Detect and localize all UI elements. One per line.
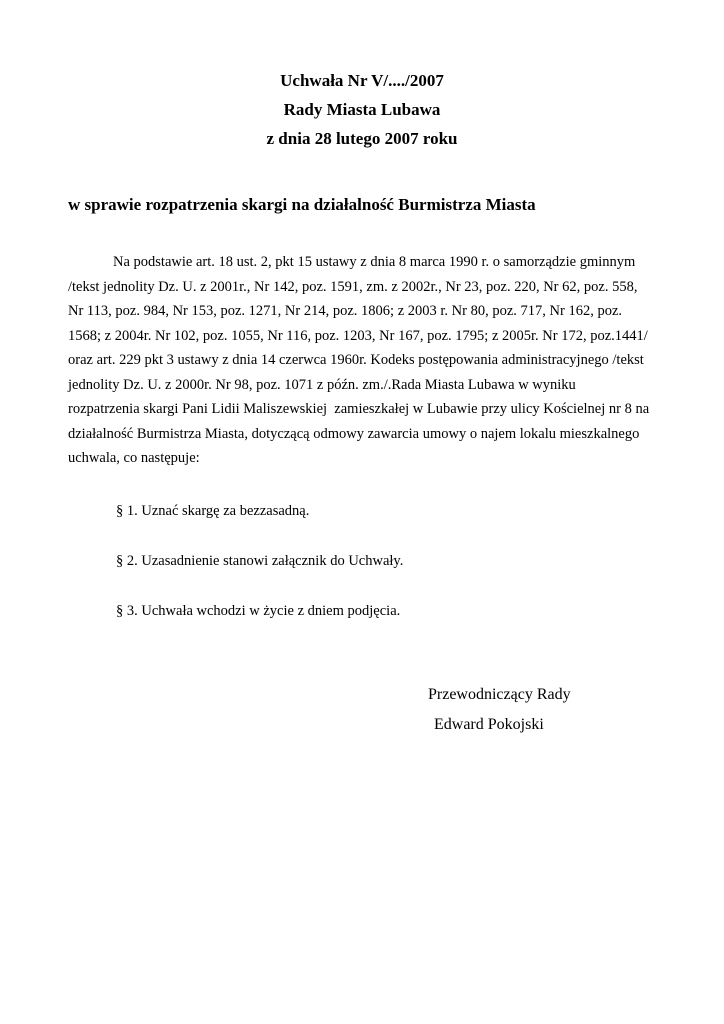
body-line: Na podstawie art. 18 ust. 2, pkt 15 ustawy z dnia 8 marca 1990 r. o samorządzie gminnym <box>113 254 636 270</box>
paragraph-1: § 1. Uznać skargę za bezzasadną. <box>116 503 310 519</box>
body-line: 1568; z 2004r. Nr 102, poz. 1055, Nr 116, poz. 1203, Nr 167, poz. 1795; z 2005r. Nr 172, poz.1441/ <box>68 327 648 344</box>
body-line: Nr 113, poz. 984, Nr 153, poz. 1271, Nr 214, poz. 1806; z 2003 r. Nr 80, poz. 717, Nr 162, poz. <box>68 303 623 319</box>
body-line: jednolity Dz. U. z 2000r. Nr 98, poz. 1071 z późn. zm./.Rada Miasta Lubawa w wyniku <box>68 376 576 393</box>
body-line: działalność Burmistrza Miasta, dotyczącą odmowy zawarcia umowy o najem lokalu mieszkalnego <box>68 425 640 442</box>
paragraph-3: § 3. Uchwała wchodzi w życie z dniem podjęcia. <box>116 603 401 619</box>
legal-basis-paragraph <box>68 250 668 471</box>
body-line: rozpatrzenia skargi Pani Lidii Maliszewskiej zamieszkałej w Lubawie przy ulicy Kościelnej nr 8 na <box>68 401 650 417</box>
body-line: /tekst jednolity Dz. U. z 2001r., Nr 142, poz. 1591, zm. z 2002r., Nr 23, poz. 220, Nr 62, poz. 558, <box>68 278 638 295</box>
body-line: oraz art. 229 pkt 3 ustawy z dnia 14 czerwca 1960r. Kodeks postępowania administracyjnego /tekst <box>68 352 644 368</box>
body-line: uchwala, co następuje: <box>68 450 200 466</box>
signatory-name: Edward Pokojski <box>434 716 544 733</box>
resolution-date: z dnia 28 lutego 2007 roku <box>266 129 458 148</box>
resolution-title: Uchwała Nr V/..../2007 <box>280 71 444 90</box>
document-header <box>0 66 724 153</box>
paragraph-2: § 2. Uzasadnienie stanowi załącznik do Uchwały. <box>116 553 404 569</box>
council-name: Rady Miasta Lubawa <box>283 100 441 119</box>
signatory-role: Przewodniczący Rady <box>428 686 571 703</box>
resolution-subject: w sprawie rozpatrzenia skargi na działalność Burmistrza Miasta <box>68 195 536 214</box>
